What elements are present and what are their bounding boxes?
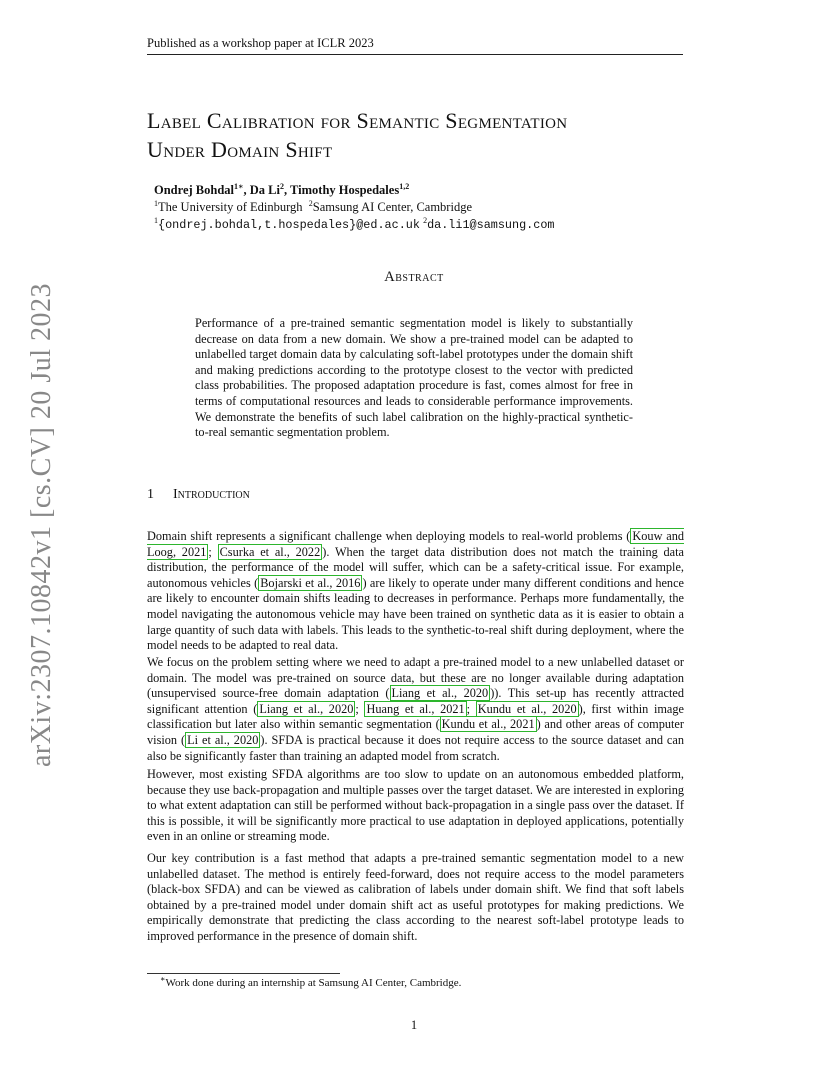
intro-paragraph-4: Our key contribution is a fast method that adapts a pre-trained semantic segmentation model to a new unlabelled dataset. The method is entirely feed-forward, does not require access to the model parameters (black-box SFDA) and can be viewed as calibration of labels under domain shift. We find that soft labels obtained by a pre-trained model under domain shift act as useful prototypes for making predictions. We empirically demonstrate that predicting the class according to the nearest soft-label prototype leads to improved performance in the presence of domain shift. — [147, 851, 684, 943]
abstract-heading: Abstract — [384, 269, 444, 285]
citation-link[interactable]: Li et al., 2020 — [187, 732, 259, 747]
intro-paragraph-1 — [147, 529, 684, 654]
author-2: Da Li — [249, 183, 280, 197]
footnote — [160, 974, 462, 989]
citation-link[interactable]: Kundu et al., 2021 — [441, 717, 535, 732]
section-title: Introduction — [173, 487, 250, 502]
text-run: ). When the target data distribution does not match the training data distribution, the performance of the model will suffer, which can be a safety-critical issue. For example, autonomous vehicles ( — [147, 544, 685, 590]
title-line-2: Under Domain Shift — [147, 137, 333, 162]
text-run: We focus on the problem setting where we need to adapt a pre-trained model to a new unlabelled dataset or domain. The model was pre-trained on source data, but these are no longer available during adaptation (unsupervised source-free domain adaptation ( — [147, 655, 684, 701]
abstract-text: Performance of a pre-trained semantic segmentation model is likely to substantially decrease on data from a new domain. We show a pre-trained model can be adapted to unlabelled target domain data by calculating soft-label prototypes under the domain shift and making predictions according to the prototype closest to the vector with predicted class probabilities. The proposed adaptation procedure is fast, comes almost for free in terms of computational resources and leads to considerable performance improvements. We demonstrate the benefits of such label calibration on the highly-practical synthetic-to-real semantic segmentation problem. — [195, 316, 633, 440]
affiliations — [154, 199, 555, 216]
email-2-mark: 2 — [423, 215, 428, 225]
footnote-mark: ∗ — [160, 974, 166, 984]
author-3: Timothy Hospedales — [290, 183, 400, 197]
citation-link[interactable]: Bojarski et al., 2016 — [260, 575, 361, 590]
author-3-affil: 1,2 — [399, 181, 410, 191]
page-number: 1 — [410, 1018, 418, 1032]
title-line-1: Label Calibration for Semantic Segmentation — [147, 108, 568, 133]
text-run: ) are likely to operate under many different conditions and hence are likely to encounter domain shifts leading to decreases in performance. Perhaps more fundamentally, the model navigating the autonomous vehicle may have been trained on synthetic data as it is easier to obtain a large quantity of such data with labels. This leads to the synthetic-to-real shift during deployment, where the model needs to be adapted to real data. — [147, 575, 684, 653]
affil-1-mark: 1 — [154, 198, 158, 208]
running-header: Published as a workshop paper at ICLR 2023 — [147, 36, 374, 50]
section-heading — [147, 487, 250, 503]
section-number: 1 — [147, 487, 154, 502]
citation-link[interactable]: Kouw and Loog, 2021 — [147, 529, 685, 559]
text-run: ; — [466, 701, 476, 716]
intro-paragraph-3: However, most existing SFDA algorithms are too slow to update on an autonomous embedded platform, because they use back-propagation and multiple passes over the target dataset. We are interested in exploring to what extent adaptation can still be performed without back-propagation in a single pass over the dataset. If this is possible, it will be significantly more practical to use adaptation in deployed applications, potentially even in an online or streaming mode. — [147, 767, 684, 844]
emails — [154, 216, 555, 234]
author-names: Ondrej Bohdal$^{1∗}$, Da Li$^2$, Timothy Hospedales$^{1,2}$ — [154, 181, 410, 197]
citation-link[interactable]: Liang et al., 2020 — [391, 686, 489, 701]
affil-2-mark: 2 — [308, 198, 313, 208]
author-1-footnote-mark[interactable]: ∗ — [238, 181, 244, 191]
header-rule — [147, 54, 683, 55]
citation-link[interactable]: Kundu et al., 2020 — [477, 701, 577, 716]
author-2-affil: 2 — [280, 181, 284, 191]
footnote-rule — [147, 973, 340, 974]
email-1-mark: 1 — [154, 215, 158, 225]
paper-title — [147, 106, 707, 164]
author-1-affil: 1 — [234, 181, 238, 191]
citation-link[interactable]: Liang et al., 2020 — [259, 701, 354, 716]
text-run: ; — [208, 544, 218, 559]
text-run: ), first within image classification but later also within semantic segmentation ( — [147, 701, 684, 732]
affiliation-2: Samsung AI Center, Cambridge — [312, 200, 472, 214]
intro-paragraph-2 — [147, 655, 684, 764]
text-run: ). SFDA is practical because it does not require access to the source dataset and can also be significantly faster than training an adapted model from scratch. — [147, 732, 685, 763]
text-run: )). This set-up has recently attracted significant attention ( — [147, 686, 684, 716]
citation-link[interactable]: Huang et al., 2021 — [366, 701, 465, 716]
text-run: ) and other areas of computer vision ( — [147, 717, 684, 747]
author-1: Ondrej Bohdal — [154, 183, 234, 197]
footnote-text: Work done during an internship at Samsung AI Center, Cambridge. — [165, 977, 462, 989]
affiliation-1: The University of Edinburgh — [158, 200, 303, 214]
arxiv-id-text: arXiv:2307.10842v1 [cs.CV] 20 Jul 2023 — [26, 282, 57, 768]
email-2[interactable]: da.li1@samsung.com — [427, 218, 555, 232]
text-run: Domain shift represents a significant challenge when deploying models to real-world problems ( — [147, 529, 631, 543]
text-run: ; — [355, 701, 365, 716]
email-1[interactable]: {ondrej.bohdal,t.hospedales}@ed.ac.uk — [158, 218, 420, 232]
citation-link[interactable]: Csurka et al., 2022 — [219, 544, 321, 559]
author-block — [154, 182, 555, 234]
